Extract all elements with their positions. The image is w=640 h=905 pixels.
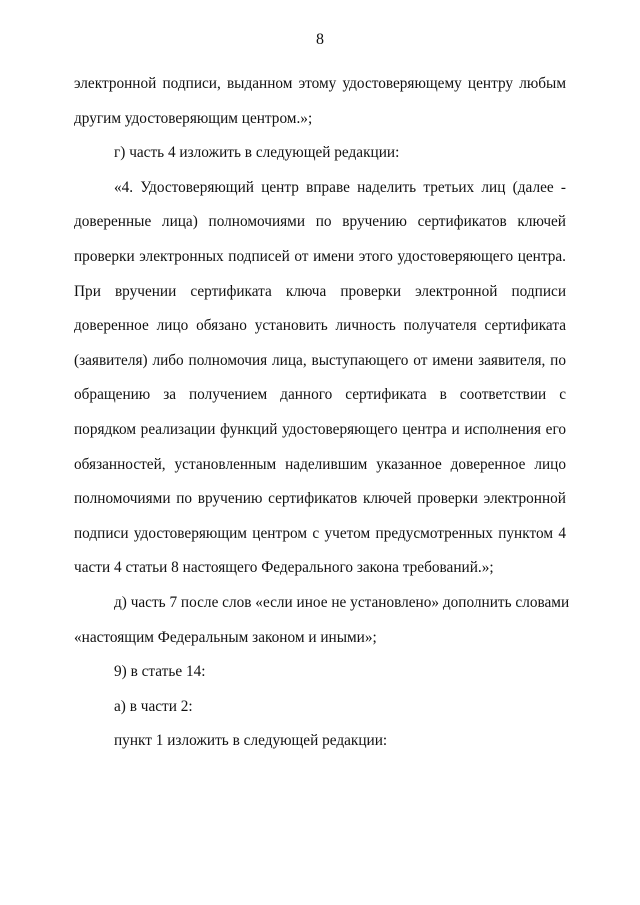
text-line: (заявителя) либо полномочия лица, выступающего от имени заявителя, по (74, 351, 566, 369)
text-line: электронной подписи, выданном этому удостоверяющему центру любым (74, 75, 566, 92)
text-line: подписи удостоверяющим центром с учетом предусмотренных пунктом 4 (74, 524, 566, 542)
text-line: доверенные лица) полномочиями по вручению сертификатов ключей (74, 213, 566, 231)
text-line: полномочиями по вручению сертификатов ключей проверки электронной (74, 490, 566, 508)
text-line: а) в части 2: (114, 697, 193, 715)
text-line: другим удостоверяющим центром.»; (74, 109, 313, 127)
text-line: проверки электронных подписей от имени этого удостоверяющего центра. (74, 247, 566, 265)
paragraph-item-d (74, 586, 570, 655)
paragraph-item-9 (74, 655, 566, 690)
page-number: 8 (316, 31, 324, 48)
text-line: д) часть 7 после слов «если иное не установлено» дополнить словами (114, 593, 570, 611)
text-line: «4. Удостоверяющий центр вправе наделить третьих лиц (далее - (114, 178, 566, 196)
paragraph-item-g (74, 136, 566, 171)
text-line: г) часть 4 изложить в следующей редакции: (114, 144, 400, 162)
text-line: доверенное лицо обязано установить личность получателя сертификата (74, 317, 566, 335)
paragraph-continuation (74, 67, 566, 136)
text-line: пункт 1 изложить в следующей редакции: (114, 732, 388, 750)
paragraph-item-a (74, 690, 566, 725)
text-line: порядком реализации функций удостоверяющего центра и исполнения его (74, 420, 566, 438)
text-line: «настоящим Федеральным законом и иными»; (74, 628, 377, 646)
text-line: обязанностей, установленным наделившим указанное доверенное лицо (74, 455, 566, 473)
text-line: 9) в статье 14: (114, 663, 206, 681)
paragraph-point-1 (74, 724, 566, 759)
text-line: части 4 статьи 8 настоящего Федерального закона требований.»; (74, 559, 494, 577)
text-line: При вручении сертификата ключа проверки электронной подписи (74, 282, 566, 300)
paragraph-part-4-text (74, 171, 566, 586)
text-line: обращению за получением данного сертификата в соответствии с (74, 386, 566, 404)
document-body (74, 67, 570, 759)
